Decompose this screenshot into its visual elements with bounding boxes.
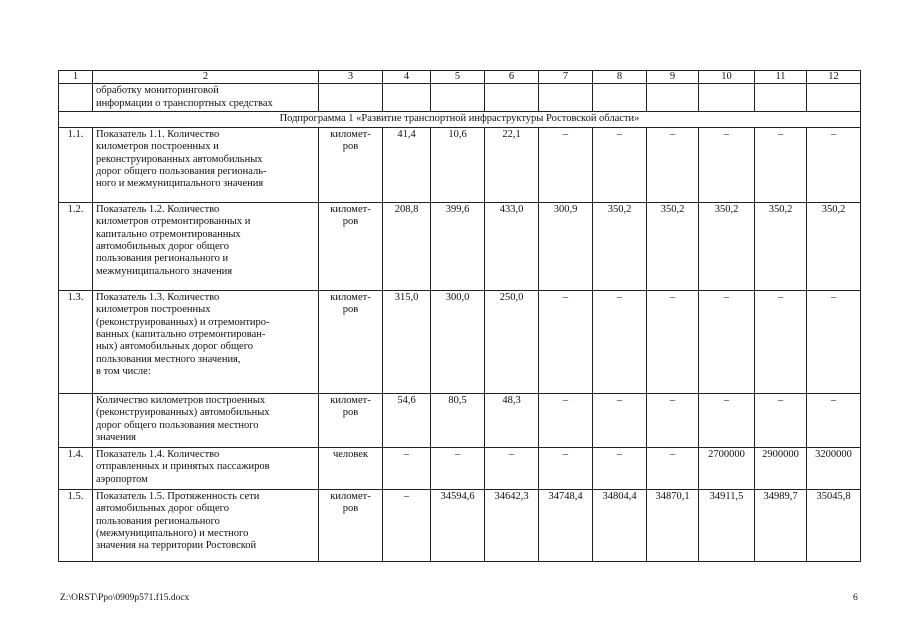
row-number: 1.4. [59,447,93,489]
value-cell: 34870,1 [647,489,699,561]
value-cell: 300,9 [539,202,593,290]
value-cell: 2700000 [699,447,755,489]
table-row [59,290,861,393]
header-cell: 2 [93,71,319,84]
row-number [59,393,93,447]
value-cell: 34989,7 [755,489,807,561]
value-cell: 41,4 [383,127,431,202]
value-cell: 34594,6 [431,489,485,561]
indicator-name: Показатель 1.1. Количество километров построенных и реконструированных автомобильных дорог общего пользования региональ- ного и межмуниципального значения [93,127,319,202]
footer-file-path: Z:\ORST\Ppo\0909p571.f15.docx [60,593,190,603]
unit-cell: километ- ров [319,202,383,290]
subprogram-row [59,112,861,127]
row-number: 1.3. [59,290,93,393]
value-cell: – [431,447,485,489]
value-cell: 350,2 [593,202,647,290]
value-cell: – [647,290,699,393]
header-cell: 1 [59,71,93,84]
header-cell: 10 [699,71,755,84]
indicators-table [58,70,861,562]
header-row [59,71,861,84]
value-cell: – [755,290,807,393]
unit-cell: человек [319,447,383,489]
continuation-row [59,84,861,112]
value-cell: 350,2 [647,202,699,290]
value-cell: – [647,447,699,489]
unit-cell: километ- ров [319,127,383,202]
table-row [59,202,861,290]
value-cell: – [807,127,861,202]
header-cell: 6 [485,71,539,84]
value-cell: – [383,447,431,489]
value-cell: 350,2 [755,202,807,290]
value-cell: 399,6 [431,202,485,290]
header-cell: 12 [807,71,861,84]
value-cell: 250,0 [485,290,539,393]
value-cell: – [647,393,699,447]
header-cell: 7 [539,71,593,84]
value-cell: 315,0 [383,290,431,393]
subprogram-title: Подпрограмма 1 «Развитие транспортной инфраструктуры Ростовской области» [59,112,861,127]
value-cell: – [593,447,647,489]
value-cell: 10,6 [431,127,485,202]
row-number: 1.1. [59,127,93,202]
value-cell: 34642,3 [485,489,539,561]
value-cell: 34804,4 [593,489,647,561]
indicator-name: Количество километров построенных (реконструированных) автомобильных дорог общего пользования местного значения [93,393,319,447]
unit-cell: километ- ров [319,393,383,447]
table-row [59,127,861,202]
value-cell: – [755,393,807,447]
value-cell: 48,3 [485,393,539,447]
indicator-name: обработку мониторинговой информации о транспортных средствах [93,84,319,112]
indicator-name: Показатель 1.5. Протяженность сети автомобильных дорог общего пользования регионального (межмуниципального) и местного значения на территории Ростовской [93,489,319,561]
indicator-name: Показатель 1.4. Количество отправленных и принятых пассажиров аэропортом [93,447,319,489]
value-cell: 3200000 [807,447,861,489]
value-cell: 35045,8 [807,489,861,561]
value-cell: 350,2 [807,202,861,290]
indicator-rows [59,127,861,561]
indicator-name: Показатель 1.2. Количество километров отремонтированных и капитально отремонтированных автомобильных дорог общего пользования регионального и межмуниципального значения [93,202,319,290]
header-cell: 5 [431,71,485,84]
header-cell: 8 [593,71,647,84]
value-cell: – [647,127,699,202]
value-cell: 22,1 [485,127,539,202]
value-cell: – [593,127,647,202]
value-cell: – [699,393,755,447]
unit-cell: километ- ров [319,489,383,561]
value-cell: – [539,393,593,447]
value-cell: 300,0 [431,290,485,393]
table-row [59,447,861,489]
value-cell: 350,2 [699,202,755,290]
value-cell: – [539,127,593,202]
value-cell: 80,5 [431,393,485,447]
value-cell: – [807,290,861,393]
header-cell: 11 [755,71,807,84]
value-cell: – [755,127,807,202]
header-cell: 3 [319,71,383,84]
value-cell: 433,0 [485,202,539,290]
value-cell: 208,8 [383,202,431,290]
unit-cell: километ- ров [319,290,383,393]
value-cell: – [383,489,431,561]
value-cell: – [699,290,755,393]
header-cell: 4 [383,71,431,84]
value-cell: – [485,447,539,489]
indicator-name: Показатель 1.3. Количество километров построенных (реконструированных) и отремонтиро- ванных (капитально отремонтирован- ных) автомобильных дорог общего пользования местного значения, в том числе: [93,290,319,393]
value-cell: 34748,4 [539,489,593,561]
table-row [59,489,861,561]
value-cell: – [807,393,861,447]
value-cell: – [593,393,647,447]
value-cell: – [539,290,593,393]
table-row [59,393,861,447]
row-number: 1.2. [59,202,93,290]
header-cell: 9 [647,71,699,84]
value-cell: 34911,5 [699,489,755,561]
value-cell: – [593,290,647,393]
row-number: 1.5. [59,489,93,561]
value-cell: – [539,447,593,489]
value-cell: 2900000 [755,447,807,489]
value-cell: 54,6 [383,393,431,447]
page-number: 6 [853,593,858,603]
value-cell: – [699,127,755,202]
